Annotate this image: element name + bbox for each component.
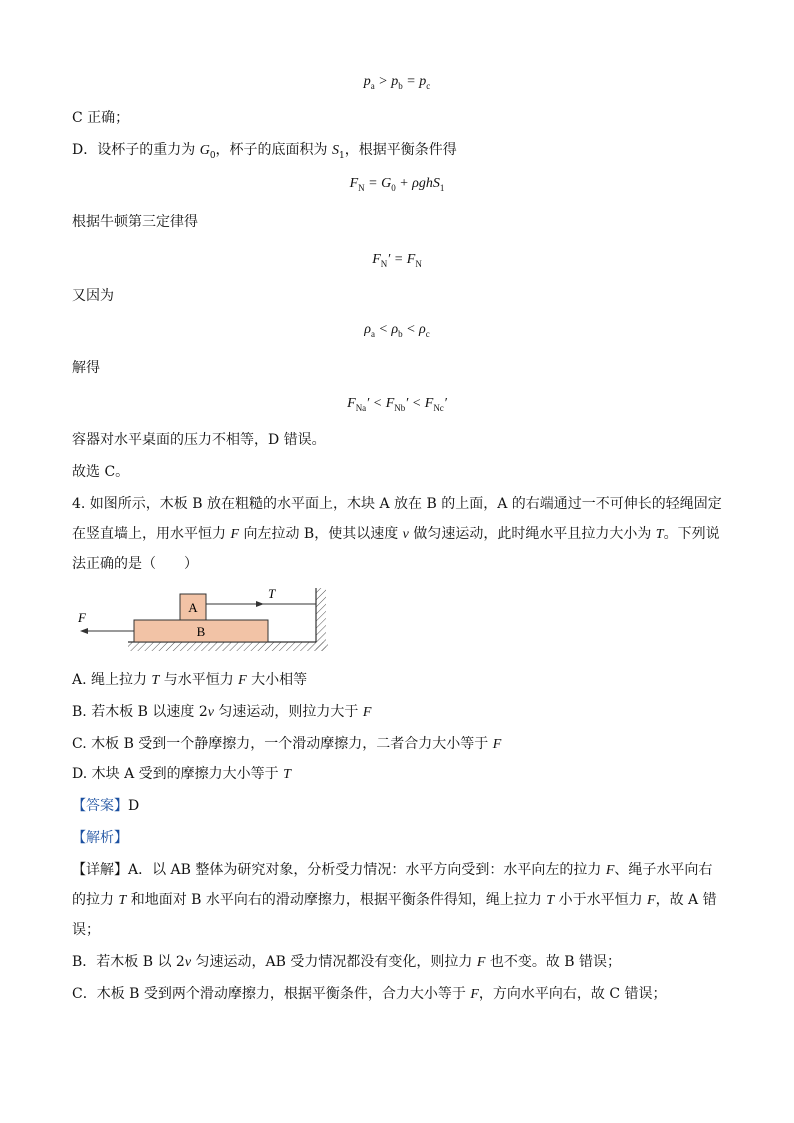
wall-hatch [316,588,326,651]
text-line: 又因为 [72,288,114,304]
label-a: A [188,600,198,615]
text-line: D．设杯子的重力为 $G_0$，杯子的底面积为 $S_1$，根据平衡条件得 [72,142,457,161]
label-t: T [268,586,276,601]
label-f: F [78,610,86,625]
physics-figure [70,584,350,664]
text-line: C 正确； [72,110,130,126]
text-line: 故选 C。 [72,464,130,480]
answer-label: 【答案】 [72,798,128,814]
option-c: C. 木板 B 受到一个静摩擦力，一个滑动摩擦力，二者合力大小等于 F [72,736,502,752]
question-text: 4. 如图所示，木板 B 放在粗糙的水平面上，木块 A 放在 B 的上面，A 的右端通过一不可伸长的轻绳固定 [72,496,722,512]
analysis-text: 【详解】A．以 AB 整体为研究对象，分析受力情况：水平方向受到：水平向左的拉力 F、绳子水平向右 [72,862,713,878]
analysis-text: C．木板 B 受到两个滑动摩擦力，根据平衡条件，合力大小等于 F，方向水平向右，故 C 错误； [72,986,667,1002]
analysis-text: B．若木板 B 以 2v 匀速运动，AB 受力情况都没有变化，则拉力 F 也不变。故 B 错误； [72,954,622,970]
option-d: D. 木块 A 受到的摩擦力大小等于 T [72,766,291,782]
arrow-f-head [80,628,88,634]
text-line: 解得 [72,360,100,376]
equation-pressure: $p_a > p_b = p_c$ [363,74,431,91]
equation-normal-force: $F_N = G_0 + \rho ghS_1$ [349,176,445,193]
equation-result: $F_{Na}' < F_{Nb}' < F_{Nc}'$ [347,396,447,413]
analysis-text: 误； [72,922,100,938]
ground-hatch [128,642,328,651]
answer-value: D [128,798,140,814]
text-line: 根据牛顿第三定律得 [72,214,198,230]
equation-density: $\rho_a < \rho_b < \rho_c$ [364,322,430,339]
question-text: 在竖直墙上，用水平恒力 F 向左拉动 B，使其以速度 v 做匀速运动，此时绳水平且拉力大小为 T。下列说 [72,526,720,542]
option-a: A. 绳上拉力 T 与水平恒力 F 大小相等 [72,672,308,688]
option-b: B. 若木板 B 以速度 2v 匀速运动，则拉力大于 F [72,704,372,720]
equation-newton-third: $F_N' = F_N$ [372,252,422,269]
question-text: 法正确的是（ ） [72,556,198,572]
label-b: B [196,624,206,639]
arrow-t-head [256,601,264,607]
text-line: 容器对水平桌面的压力不相等，D 错误。 [72,432,326,448]
analysis-text: 的拉力 T 和地面对 B 水平向右的滑动摩擦力，根据平衡条件得知，绳上拉力 T 小于水平恒力 F，故 A 错 [72,892,717,908]
answer-line [72,796,139,816]
analysis-label: 【解析】 [72,830,128,846]
